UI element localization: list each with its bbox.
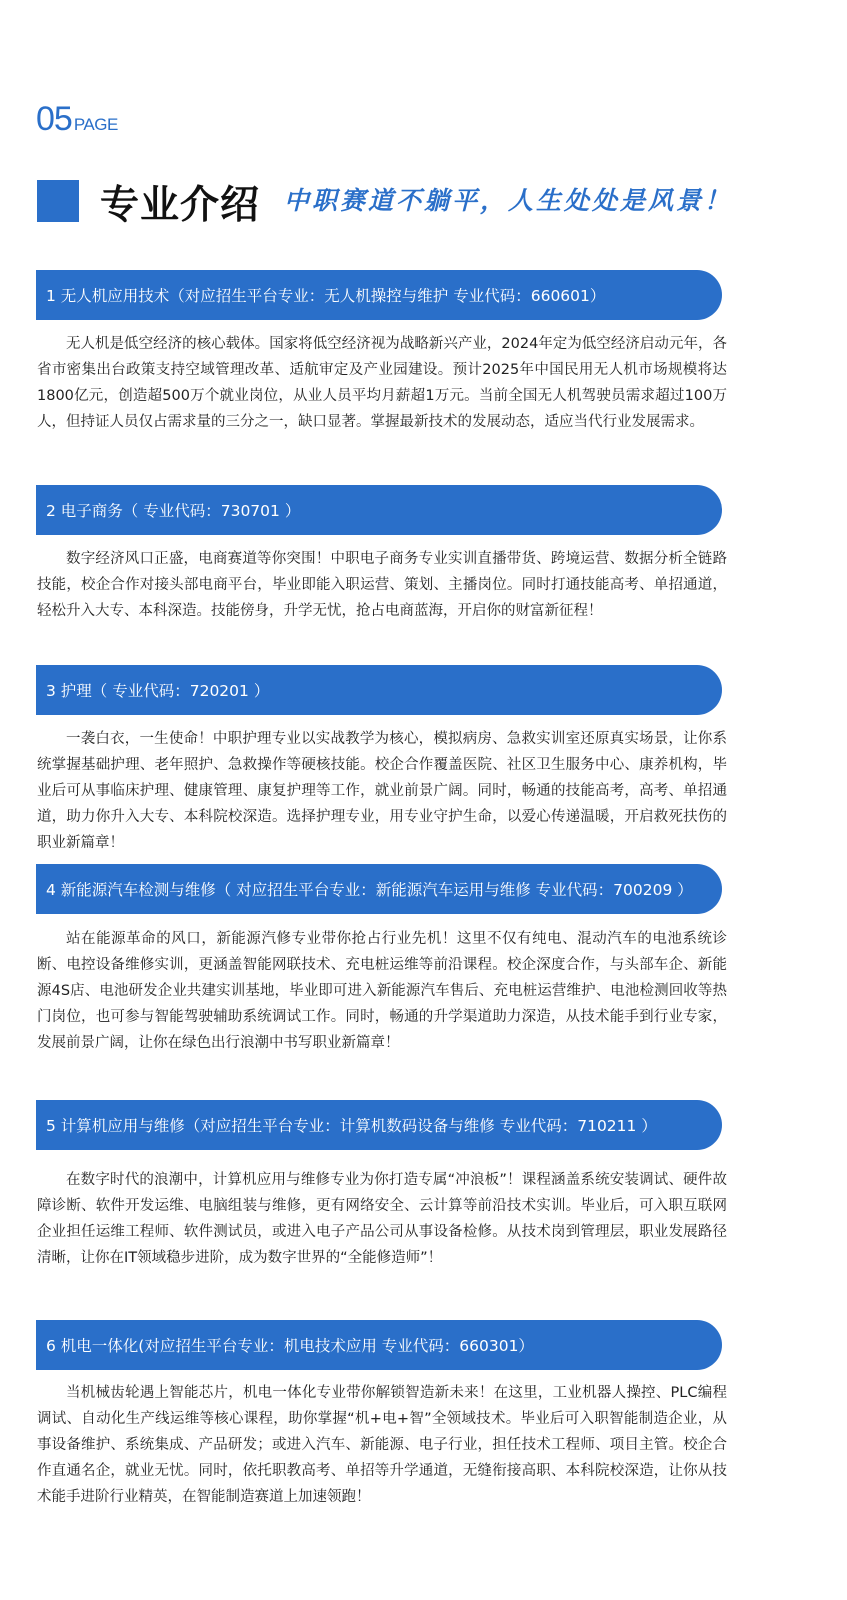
section-heading-6: 6 机电一体化(对应招生平台专业：机电技术应用 专业代码：660301） [46, 1337, 534, 1355]
section-heading-3: 3 护理（ 专业代码：720201 ） [46, 682, 270, 700]
section-heading-bar-1 [36, 270, 722, 320]
section-body-1: 无人机是低空经济的核心载体。国家将低空经济视为战略新兴产业，2024年定为低空经济启动元年，各省市密集出台政策支持空域管理改革、适航审定及产业园建设。预计2025年中国民用无人机市场规模将达1800亿元，创造超500万个就业岗位，从业人员平均月薪超1万元。当前全国无人机驾驶员需求超过100万人，但持证人员仅占需求量的三分之一，缺口显著。掌握最新技术的发展动态，适应当代行业发展需求。 [37, 336, 727, 430]
page-number-label: PAGE [73, 115, 118, 134]
page-title: 专业介绍 [100, 183, 261, 228]
title-accent-square [37, 180, 79, 222]
section-body-2: 数字经济风口正盛，电商赛道等你突围！中职电子商务专业实训直播带货、跨境运营、数据分析全链路技能，校企合作对接头部电商平台，毕业即能入职运营、策划、主播岗位。同时打通技能高考、单招通道，轻松升入大专、本科深造。技能傍身，升学无忧，抢占电商蓝海，开启你的财富新征程！ [37, 551, 727, 619]
section-heading-5: 5 计算机应用与维修（对应招生平台专业：计算机数码设备与维修 专业代码：710211 ） [46, 1117, 657, 1135]
page-slogan: 中职赛道不躺平，人生处处是风景！ [284, 186, 733, 215]
section-heading-bar-2 [36, 485, 722, 535]
section-heading-4: 4 新能源汽车检测与维修（ 对应招生平台专业：新能源汽车运用与维修 专业代码：700209 ） [46, 881, 693, 899]
section-heading-bar-5 [36, 1100, 722, 1150]
page-number-digits: 05 [36, 100, 72, 138]
section-heading-2: 2 电子商务（ 专业代码：730701 ） [46, 502, 301, 520]
section-heading-bar-6 [36, 1320, 722, 1370]
section-heading-bar-3 [36, 665, 722, 715]
page-number [36, 100, 118, 139]
section-heading-1: 1 无人机应用技术（对应招生平台专业：无人机操控与维护 专业代码：660601） [46, 287, 606, 305]
section-body-4: 站在能源革命的风口，新能源汽修专业带你抢占行业先机！这里不仅有纯电、混动汽车的电池系统诊断、电控设备维修实训，更涵盖智能网联技术、充电桩运维等前沿课程。校企深度合作，与头部车企、新能源4S店、电池研发企业共建实训基地，毕业即可进入新能源汽车售后、充电桩运营维护、电池检测回收等热门岗位，也可参与智能驾驶辅助系统调试工作。同时，畅通的升学渠道助力深造，从技术能手到行业专家，发展前景广阔，让你在绿色出行浪潮中书写职业新篇章！ [37, 931, 727, 1051]
section-body-5: 在数字时代的浪潮中，计算机应用与维修专业为你打造专属“冲浪板”！课程涵盖系统安装调试、硬件故障诊断、软件开发运维、电脑组装与维修，更有网络安全、云计算等前沿技术实训。毕业后，可入职互联网企业担任运维工程师、软件测试员，或进入电子产品公司从事设备检修。从技术岗到管理层，职业发展路径清晰，让你在IT领域稳步进阶，成为数字世界的“全能修造师”！ [37, 1172, 727, 1266]
section-heading-bar-4 [36, 864, 722, 914]
section-body-6: 当机械齿轮遇上智能芯片，机电一体化专业带你解锁智造新未来！在这里，工业机器人操控、PLC编程调试、自动化生产线运维等核心课程，助你掌握“机+电+智”全领域技术。毕业后可入职智能制造企业，从事设备维护、系统集成、产品研发；或进入汽车、新能源、电子行业，担任技术工程师、项目主管。校企合作直通名企，就业无忧。同时，依托职教高考、单招等升学通道，无缝衔接高职、本科院校深造，让你从技术能手进阶行业精英，在智能制造赛道上加速领跑！ [37, 1385, 727, 1505]
section-body-3: 一袭白衣，一生使命！中职护理专业以实战教学为核心，模拟病房、急救实训室还原真实场景，让你系统掌握基础护理、老年照护、急救操作等硬核技能。校企合作覆盖医院、社区卫生服务中心、康养机构，毕业后可从事临床护理、健康管理、康复护理等工作，就业前景广阔。同时，畅通的技能高考，高考、单招通道，助力你升入大专、本科院校深造。选择护理专业，用专业守护生命，以爱心传递温暖，开启救死扶伤的职业新篇章！ [37, 731, 727, 851]
